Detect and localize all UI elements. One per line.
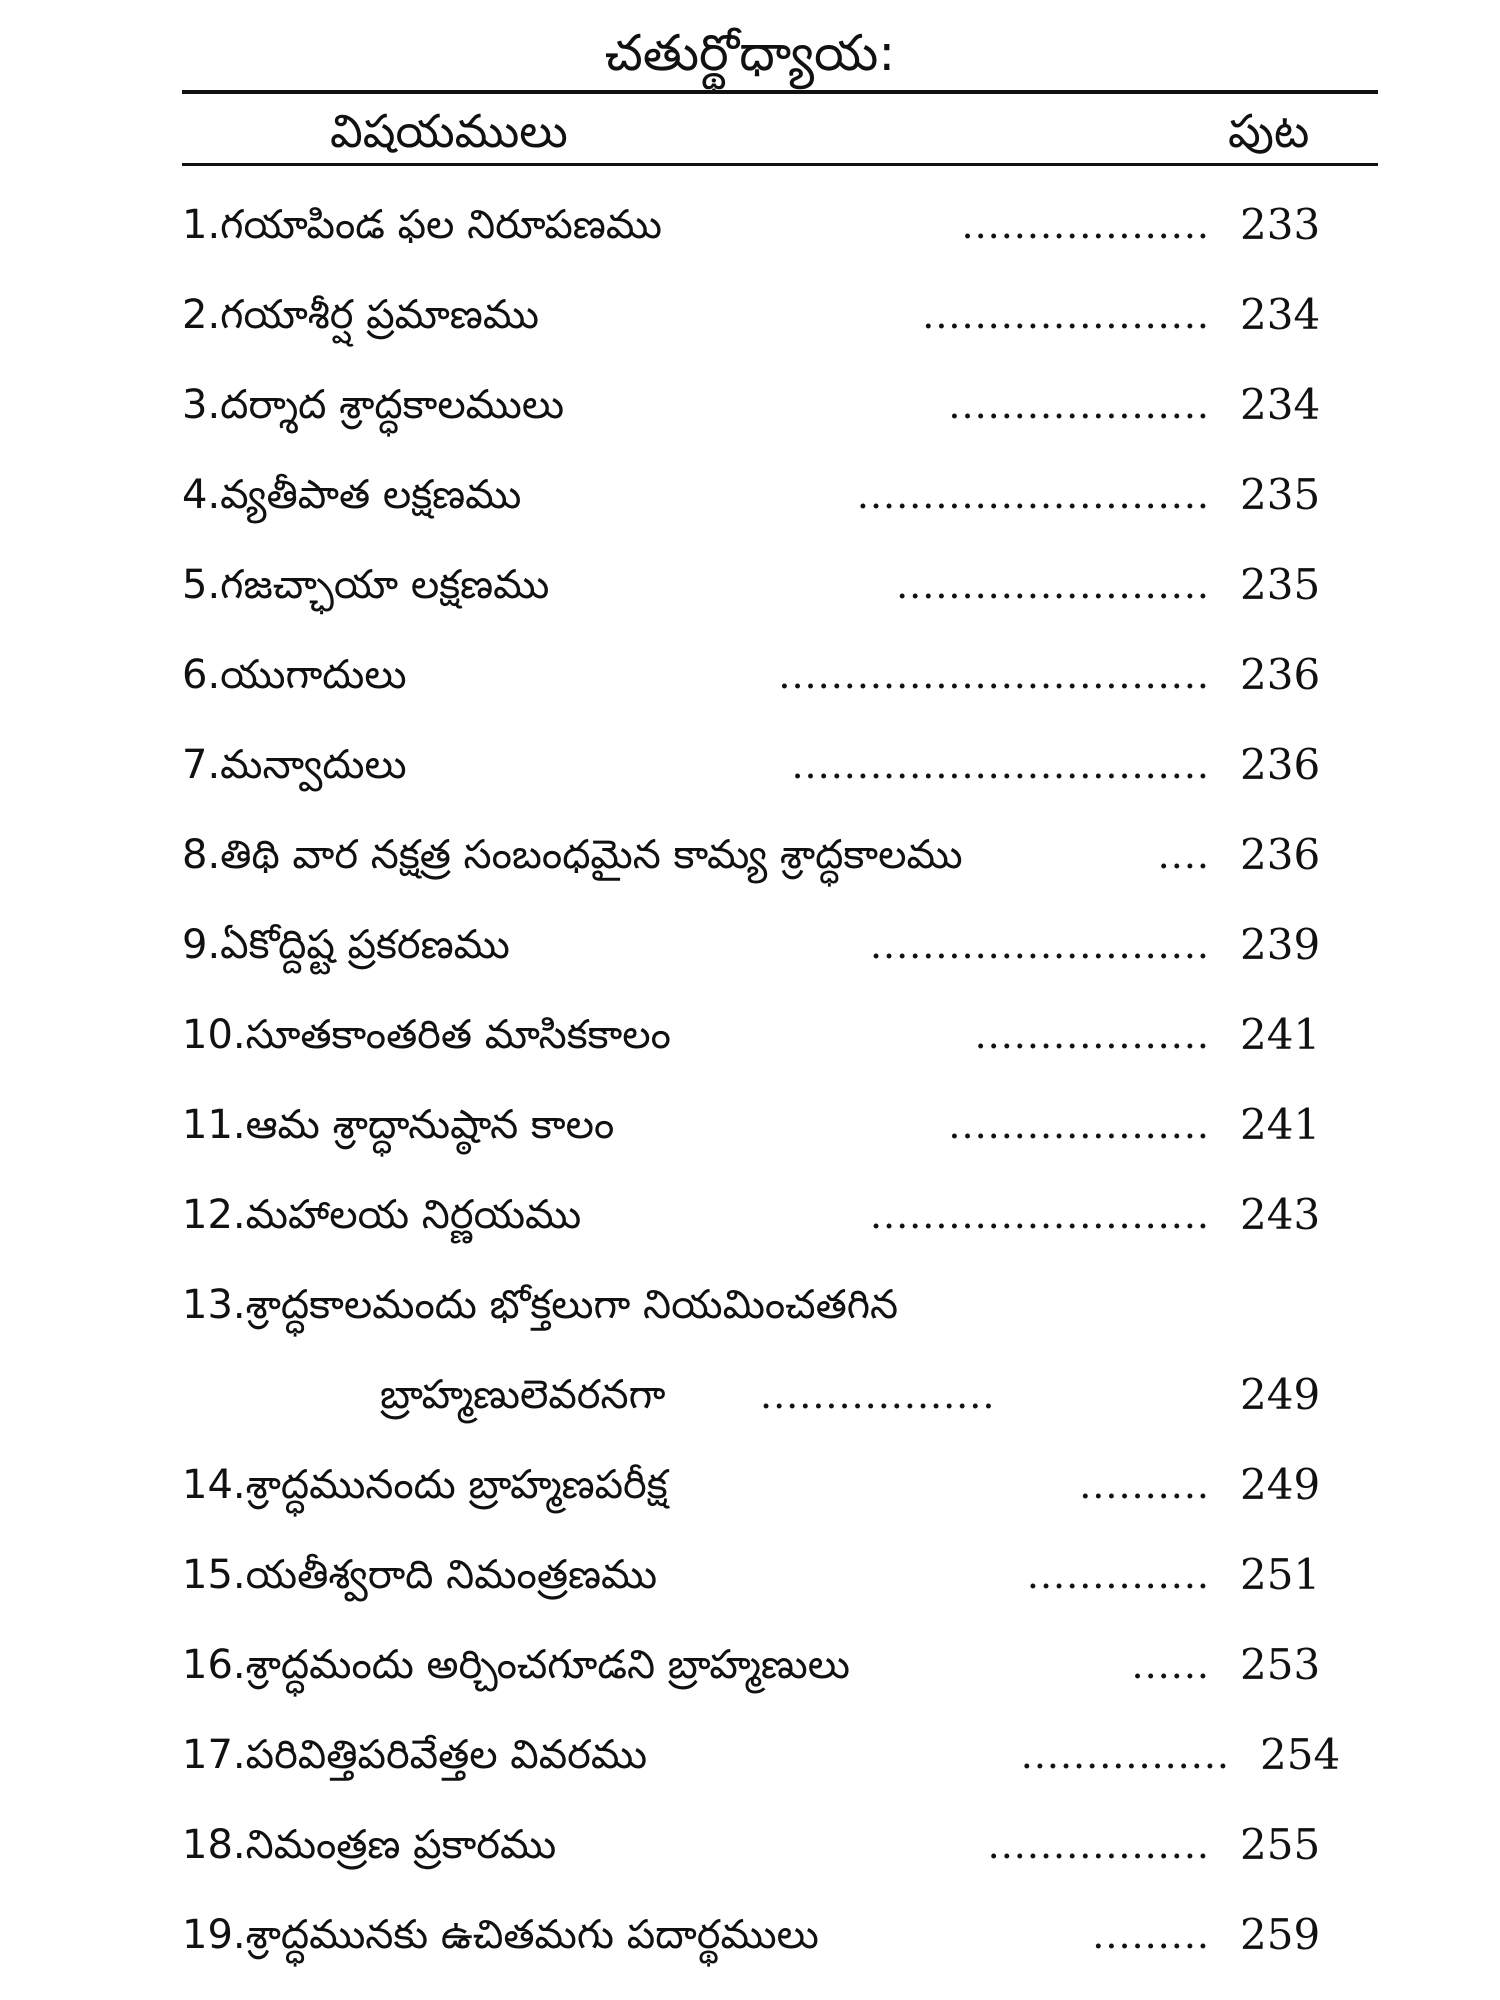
- entry-number: 2.: [182, 292, 221, 338]
- leader-dots: ....................: [948, 1103, 1210, 1147]
- leader-dots: ..........: [1079, 1463, 1210, 1507]
- entry-text: గయాశీర్ష ప్రమాణము: [220, 292, 540, 338]
- page-number: 243: [1240, 1190, 1321, 1239]
- entry-title: [182, 640, 407, 710]
- entry-title: [182, 1450, 668, 1520]
- toc-entry: [0, 370, 1500, 440]
- toc-entry: [0, 280, 1500, 350]
- leader-dots: ..................: [760, 1373, 996, 1417]
- page-number: 236: [1240, 830, 1321, 879]
- leader-dots: .................: [987, 1823, 1210, 1867]
- entry-title: [182, 1180, 581, 1250]
- leader-dots: ........................: [896, 563, 1210, 607]
- entry-title: [182, 1270, 898, 1340]
- page-number: 259: [1240, 1910, 1321, 1959]
- entry-number: 10.: [182, 1012, 246, 1058]
- entry-number: 13.: [182, 1282, 246, 1328]
- entry-text: తిథి వార నక్షత్ర సంబంధమైన కామ్య శ్రాద్ధకాలము: [220, 832, 963, 878]
- entry-number: 18.: [182, 1822, 246, 1868]
- leader-dots: ....................: [948, 383, 1210, 427]
- leader-dots: ..................: [974, 1013, 1210, 1057]
- leader-dots: ..........................: [869, 923, 1210, 967]
- page-number: 249: [1240, 1370, 1321, 1419]
- entry-title: [182, 460, 521, 530]
- entry-text: గజచ్ఛాయా లక్షణము: [220, 562, 550, 608]
- page-number: 241: [1240, 1010, 1321, 1059]
- entry-title: [182, 730, 407, 800]
- leader-dots: ....: [1157, 833, 1210, 877]
- toc-entry: [0, 1090, 1500, 1160]
- leader-dots: ..............: [1026, 1553, 1210, 1597]
- entry-text: శ్రాద్ధమునకు ఉచితమగు పదార్థములు: [245, 1912, 819, 1958]
- entry-text: యతీశ్వరాది నిమంత్రణము: [245, 1552, 658, 1598]
- leader-dots: ......: [1131, 1643, 1210, 1687]
- toc-entry: [0, 1180, 1500, 1250]
- entry-number: 7.: [182, 742, 221, 788]
- entry-title: [182, 1000, 671, 1070]
- page-number: 251: [1240, 1550, 1321, 1599]
- page-number: 234: [1240, 380, 1321, 429]
- entry-number: 1.: [182, 202, 221, 248]
- entry-number: 3.: [182, 382, 221, 428]
- toc-entry: [0, 1540, 1500, 1610]
- entry-number: 17.: [182, 1732, 246, 1778]
- page-number: 236: [1240, 650, 1321, 699]
- entry-title: [182, 1810, 556, 1880]
- header-page: పుట: [1228, 104, 1310, 158]
- entry-number: 5.: [182, 562, 221, 608]
- entry-text: వ్యతీపాత లక్షణము: [220, 472, 522, 518]
- page-number: 254: [1260, 1730, 1341, 1779]
- entry-number: 12.: [182, 1192, 246, 1238]
- entry-title: [182, 190, 662, 260]
- entry-title: [182, 1090, 614, 1160]
- entry-text: దర్శాద శ్రాద్ధకాలములు: [220, 382, 565, 428]
- entry-text: యుగాదులు: [220, 652, 407, 698]
- entry-title: [182, 1540, 657, 1610]
- page-number: 234: [1240, 290, 1321, 339]
- page-number: 235: [1240, 470, 1321, 519]
- entry-text: శ్రాద్ధమందు అర్చించగూడని బ్రాహ్మణులు: [245, 1642, 850, 1688]
- entry-title: [182, 1900, 819, 1970]
- entry-number: 16.: [182, 1642, 246, 1688]
- entry-title-continued: బ్రాహ్మణులెవరనగా: [380, 1372, 666, 1418]
- entry-number: 11.: [182, 1102, 246, 1148]
- entry-number: 6.: [182, 652, 221, 698]
- toc-entry: [0, 190, 1500, 260]
- entry-title: [182, 550, 549, 620]
- leader-dots: ...................: [961, 203, 1210, 247]
- entry-text: నిమంత్రణ ప్రకారము: [245, 1822, 557, 1868]
- leader-dots: ................: [1020, 1733, 1230, 1777]
- toc-entry: [0, 1270, 1500, 1340]
- page-number: 249: [1240, 1460, 1321, 1509]
- entry-text: సూతకాంతరిత మాసికకాలం: [245, 1012, 671, 1058]
- toc-entry: [0, 1630, 1500, 1700]
- entry-number: 14.: [182, 1462, 246, 1508]
- toc-entry: [0, 1000, 1500, 1070]
- leader-dots: ......................: [922, 293, 1210, 337]
- entry-title: [182, 1630, 850, 1700]
- page-number: 253: [1240, 1640, 1321, 1689]
- entry-title: [182, 910, 510, 980]
- entry-text: గయాపిండ ఫల నిరూపణము: [220, 202, 663, 248]
- toc-entry: [0, 460, 1500, 530]
- page-number: 239: [1240, 920, 1321, 969]
- page-number: 236: [1240, 740, 1321, 789]
- toc-entry: [0, 1810, 1500, 1880]
- entry-text: ఏకోద్దిష్ట ప్రకరణము: [220, 922, 510, 968]
- leader-dots: .................................: [778, 653, 1210, 697]
- toc-entry: [0, 730, 1500, 800]
- page-number: 255: [1240, 1820, 1321, 1869]
- entry-number: 9.: [182, 922, 221, 968]
- entry-title: [182, 280, 539, 350]
- entry-title: [182, 820, 963, 890]
- toc-entry: [0, 1450, 1500, 1520]
- entry-text: ఆమ శ్రాద్ధానుష్ఠాన కాలం: [245, 1102, 615, 1148]
- entry-text: శ్రాద్ధమునందు బ్రాహ్మణపరీక్ష: [245, 1462, 668, 1508]
- leader-dots: ...........................: [856, 473, 1210, 517]
- toc-entry: [0, 1720, 1500, 1790]
- entry-text: మహాలయ నిర్ణయము: [245, 1192, 582, 1238]
- page-number: 241: [1240, 1100, 1321, 1149]
- chapter-title: చతుర్థోధ్యాయ:: [604, 24, 896, 82]
- leader-dots: .........: [1092, 1913, 1210, 1957]
- leader-dots: ..........................: [869, 1193, 1210, 1237]
- leader-dots: ................................: [791, 743, 1210, 787]
- toc-entry: [0, 640, 1500, 710]
- page-number: 235: [1240, 560, 1321, 609]
- entry-number: 8.: [182, 832, 221, 878]
- page-number: 233: [1240, 200, 1321, 249]
- toc-entry: [0, 910, 1500, 980]
- top-rule: [182, 90, 1378, 94]
- entry-title: [182, 1720, 647, 1790]
- entry-number: 4.: [182, 472, 221, 518]
- toc-entry-continuation: [0, 1360, 1500, 1430]
- entry-text: పరివిత్తిపరివేత్తల వివరము: [245, 1732, 648, 1778]
- entry-number: 15.: [182, 1552, 246, 1598]
- toc-entry: [0, 550, 1500, 620]
- toc-entry: [0, 820, 1500, 890]
- entry-title: [182, 370, 564, 440]
- entry-text: శ్రాద్ధకాలమందు భోక్తలుగా నియమించతగిన: [245, 1282, 899, 1328]
- entry-number: 19.: [182, 1912, 246, 1958]
- header-topics: విషయములు: [330, 104, 568, 158]
- entry-text: మన్వాదులు: [220, 742, 407, 788]
- toc-entry: [0, 1900, 1500, 1970]
- header-rule: [182, 163, 1378, 166]
